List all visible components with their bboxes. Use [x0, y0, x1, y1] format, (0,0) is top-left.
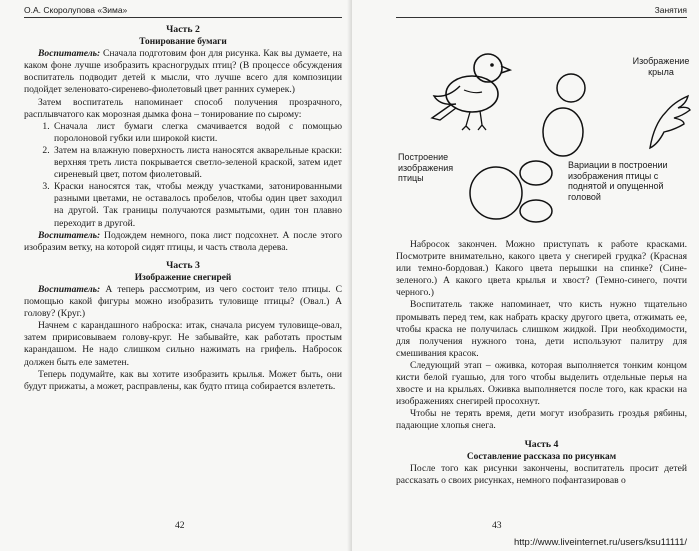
running-header-left: О.А. Скоролупова «Зима»: [24, 5, 342, 18]
page-number: 42: [175, 520, 185, 531]
part4-subtitle: Составление рассказа по рисункам: [466, 451, 617, 462]
right-page: [352, 0, 699, 551]
paragraph: После того как рисунки закончены, воспитатель просит детей рассказать о своих рисунках, немного пофантазировав о: [396, 462, 687, 486]
paragraph: Начнем с карандашного наброска: итак, сначала рисуем туловище-овал, затем пририсовываем голову-круг. Не забывайте, как работать простым карандашом. Не надо слишком сильно нажимать на грифель. Набросок должен быть еле заметен.: [24, 320, 342, 368]
left-page-text: [24, 24, 342, 393]
label-bird-building: Построение изображения птицы: [398, 152, 454, 183]
page-number: 43: [492, 520, 502, 531]
speaker-label: Воспитатель:: [38, 48, 101, 60]
speaker-label: Воспитатель:: [38, 283, 101, 295]
list-item: 2. Затем на влажную поверхность листа наносятся акварельные краски: верхняя треть листа покрывается светло-зеленой краской, затем идет сиреневый цвет, потом фиолетовый.: [52, 145, 342, 181]
paragraph: Теперь подумайте, как вы хотите изобразить крылья. Может быть, они будут прижаты, а может, расправлены, как будто птица собирается взлететь.: [24, 368, 342, 392]
bird-drawing: [426, 46, 516, 136]
part2-subtitle: Тонирование бумаги: [139, 37, 227, 48]
variations-sketch: [466, 153, 556, 223]
right-page-text: [396, 239, 687, 487]
part2-title: Часть 2: [166, 24, 200, 35]
paragraph: Набросок закончен. Можно приступать к работе красками. Посмотрите внимательно, какого цвета у снегирей грудка? (Красная или темно-бордовая.) Какого цвета перышки на спинке? (Сине-зеленого.) А какого цвета крылья и хвост? (Темно-синего, почти черного.): [396, 239, 687, 299]
paragraph-text: А теперь рассмотрим, из чего состоит тело птицы. С помощью какой фигуры можно изобразить туловище птицы? (Овал.) А голову? (Круг.): [24, 283, 342, 320]
paragraph: [24, 48, 342, 96]
speaker-label: Воспитатель:: [38, 229, 101, 241]
paragraph: Следующий этап – оживка, которая выполняется тонким концом кисти белой гуашью, для того чтобы выделить отдельные перья на хвосте и на крыльях. Оживка выполняется после того, как краски на изображениях снегирей просохнут.: [396, 359, 687, 408]
paragraph-text: Сначала подготовим фон для рисунка. Как вы думаете, на каком фоне лучше изобразить красногрудых птиц? (В процессе обсуждения воспитатель подводит детей к мысли, что лучше всего для композиции подойдет зеленовато-сиренево-фиолетовый цвет ранних сумерек.): [24, 48, 342, 96]
wing-drawing: [644, 88, 694, 158]
list-item: 3. Краски наносятся так, чтобы между участками, затонированными разными цветами, не оставалось пробелов, чтобы один цвет заходил на другой. Так границы получаются размытыми, один тон плавно переходит в другой.: [52, 181, 342, 229]
paragraph: Воспитатель также напоминает, что кисть нужно тщательно промывать перед тем, как набрать краску другого цвета, отжимать ее, чтобы краска не получилась слишком жидкой. При необходимости, для получения нужного тона, дети используют палитру для смешивания красок.: [396, 299, 687, 359]
label-variations: Вариации в построении изображения птицы с поднятой и опущенной головой: [568, 160, 668, 202]
paragraph: [24, 230, 342, 254]
part3-title: Часть 3: [166, 259, 200, 271]
list-item: 1. Сначала лист бумаги слегка смачивается водой с помощью поролоновой губки или широкой кисти.: [52, 121, 342, 145]
steps-list: [24, 121, 342, 230]
part3-subtitle: Изображение снегирей: [134, 272, 232, 283]
source-url-watermark: http://www.liveinternet.ru/users/ksu11111/: [513, 537, 687, 548]
oval-circle-sketch: [531, 70, 601, 160]
paragraph-text: Подождем немного, пока лист подсохнет. А после этого изобразим ветку, на которой сидят птицы, и часть ствола дерева.: [24, 229, 342, 253]
drawing-figures: [396, 28, 690, 233]
running-header-right: Занятия: [396, 5, 687, 18]
paragraph: [24, 284, 342, 320]
part4-title: Часть 4: [524, 438, 559, 450]
paragraph: Чтобы не терять время, дети могут изобразить гроздья рябины, падающие хлопья снега.: [396, 408, 687, 432]
label-wing: Изображение крыла: [632, 56, 690, 77]
paragraph: Затем воспитатель напоминает способ получения прозрачного, расплывчатого как морозная дымка фона – тонирование по сырому:: [24, 96, 342, 120]
